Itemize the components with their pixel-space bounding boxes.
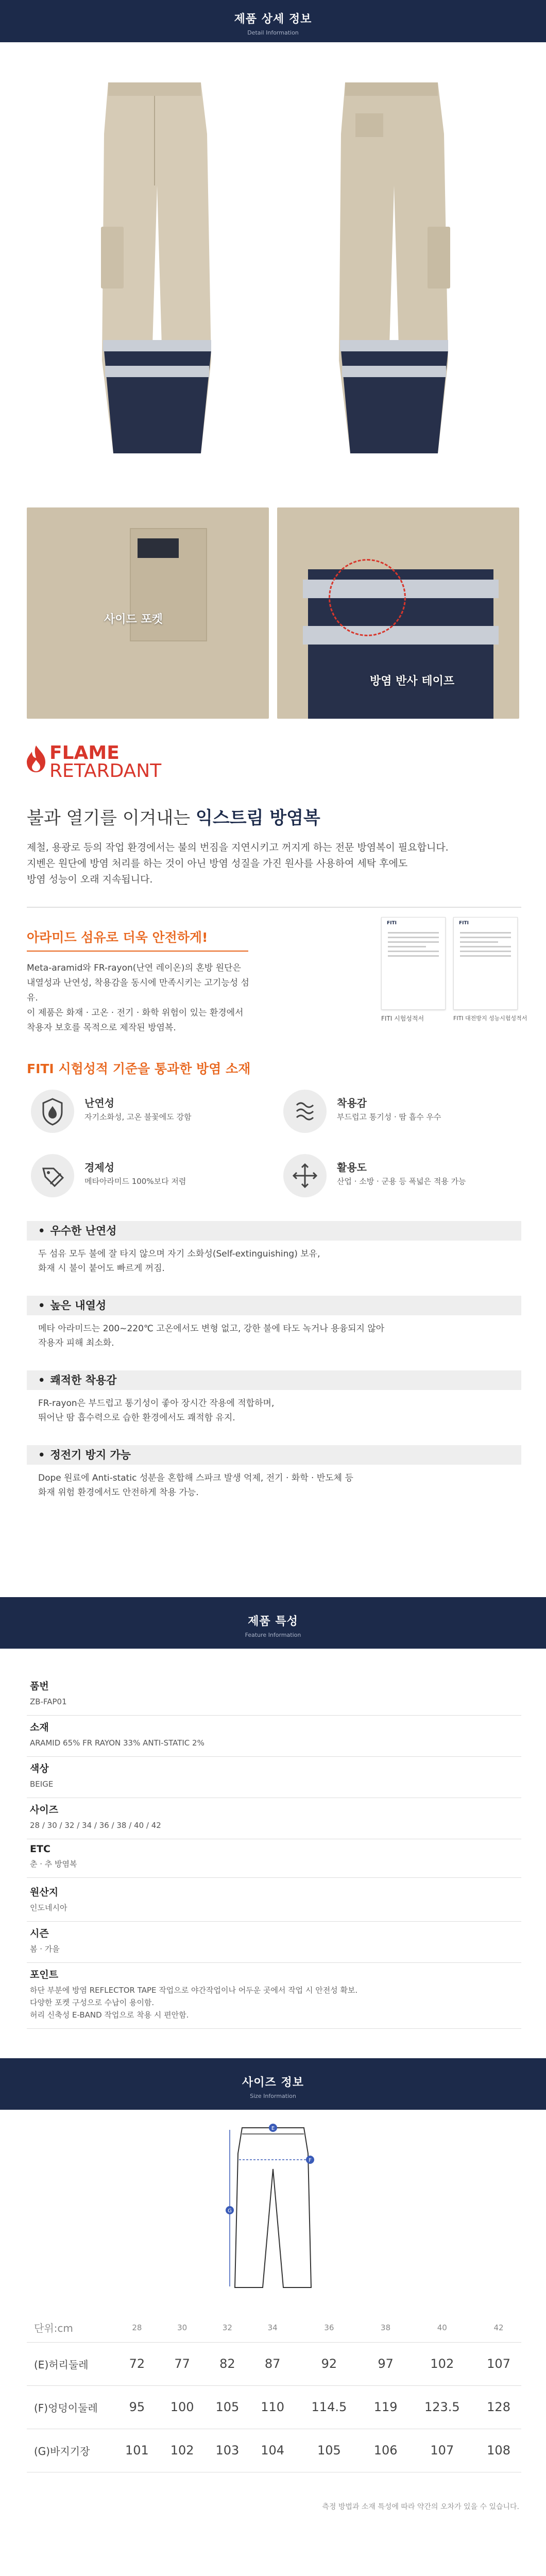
- cert-header: FITI: [459, 921, 469, 926]
- feature-desc: 산업 · 소방 · 군용 등 폭넓은 적용 가능: [337, 1177, 466, 1186]
- bullet-line: FR-rayon은 부드럽고 통기성이 좋아 장시간 작용에 적합하며,: [38, 1398, 275, 1409]
- spec-key: 포인트: [30, 1969, 59, 1980]
- bullet-line: 작용자 피해 최소화.: [38, 1338, 114, 1348]
- spec-value: 춘 · 추 방염복: [30, 1859, 77, 1869]
- size-table: [27, 2313, 521, 2472]
- feature-versatility: [283, 1154, 500, 1200]
- bullet-block: [27, 1221, 521, 1276]
- size-col: 38: [363, 2313, 408, 2342]
- bullet-heading: • 정전기 방지 가능: [27, 1445, 521, 1465]
- feature-desc: 부드럽고 통기성 · 땀 흡수 우수: [337, 1112, 441, 1122]
- intro-line: 제철, 용광로 등의 작업 환경에서는 불의 번짐을 지연시키고 꺼지게 하는 전문 방염복이 필요합니다.: [27, 842, 449, 853]
- bullet-heading: • 쾌적한 착용감: [27, 1370, 521, 1390]
- spec-key: 시즌: [30, 1928, 49, 1939]
- flame-logo-line1: FLAME: [49, 742, 120, 764]
- expand-arrows-icon: [283, 1154, 327, 1197]
- feature-header-band: [0, 1597, 546, 1649]
- row-label: (E)허리둘레: [27, 2342, 114, 2385]
- size-diagram: [201, 2123, 345, 2293]
- aramid-heading: 아라미드 섬유로 더욱 안전하게!: [27, 930, 208, 945]
- cell: 110: [250, 2385, 295, 2429]
- reflective-tape-caption: 방염 반사 테이프: [370, 675, 455, 688]
- airflow-icon: [283, 1090, 327, 1133]
- flame-icon: [25, 744, 47, 773]
- cell: 72: [114, 2342, 160, 2385]
- detail-title: 제품 상세 정보: [234, 13, 312, 26]
- fiti-heading: FITI 시험성적 기준을 통과한 방염 소재: [27, 1061, 251, 1076]
- feature-title: 제품 특성: [248, 1615, 298, 1628]
- cert-caption-1: FITI 시험성적서: [381, 1015, 424, 1022]
- spec-key: 소재: [30, 1722, 49, 1733]
- cell: 82: [205, 2342, 250, 2385]
- spec-key: ETC: [30, 1843, 50, 1855]
- cell: 102: [160, 2429, 205, 2472]
- aramid-line: 착용자 보호를 목적으로 제작된 방염복.: [27, 1023, 176, 1033]
- spec-row: [27, 1793, 521, 1839]
- cell: 123.5: [408, 2385, 476, 2429]
- cell: 97: [363, 2342, 408, 2385]
- cell: 101: [114, 2429, 160, 2472]
- bullet-line: 뛰어난 땀 흡수력으로 습한 환경에서도 쾌적함 유지.: [38, 1413, 235, 1423]
- detail-header-band: [0, 0, 546, 42]
- spec-row: [27, 1752, 521, 1798]
- size-subtitle: Size Information: [250, 2093, 296, 2099]
- feature-name: 활용도: [337, 1161, 367, 1174]
- spec-value: 28 / 30 / 32 / 34 / 36 / 38 / 40 / 42: [30, 1821, 161, 1830]
- fiti-certificate-2: [453, 917, 518, 1010]
- flame-logo-line2: RETARDANT: [49, 760, 162, 782]
- spec-row: [27, 1669, 521, 1716]
- intro-text: [27, 840, 521, 888]
- spec-key: 품번: [30, 1681, 49, 1692]
- diagram-label-f: F: [309, 2158, 312, 2163]
- table-row: [27, 2429, 521, 2472]
- cell: 77: [160, 2342, 205, 2385]
- side-pocket-caption: 사이드 포켓: [104, 613, 163, 626]
- size-col: 28: [114, 2313, 160, 2342]
- bullet-heading: • 높은 내열성: [27, 1296, 521, 1315]
- aramid-line: 내열성과 난연성, 착용감을 동시에 만족시키는 고기능성 섬유.: [27, 978, 249, 1003]
- spec-value-line: 다양한 포켓 구성으로 수납이 용이함.: [30, 1998, 155, 2007]
- aramid-text: [27, 961, 253, 1036]
- bullet-line: 두 섬유 모두 불에 잘 타지 않으며 자기 소화성(Self-extinguishing) 보유,: [38, 1249, 320, 1259]
- size-header-band: [0, 2058, 546, 2110]
- detail-subtitle: Detail Information: [247, 29, 299, 36]
- fire-shield-icon: [31, 1090, 74, 1133]
- cell: 104: [250, 2429, 295, 2472]
- headline: [27, 804, 320, 829]
- diagram-label-g: G: [228, 2208, 232, 2214]
- reflective-tape-photo: [277, 507, 519, 719]
- spec-value: 봄 · 가을: [30, 1944, 60, 1954]
- cell: 100: [160, 2385, 205, 2429]
- spec-key: 색상: [30, 1763, 49, 1774]
- cell: 87: [250, 2342, 295, 2385]
- size-col: 30: [160, 2313, 205, 2342]
- feature-flame: [31, 1090, 247, 1136]
- intro-line: 방염 성능이 오래 지속됩니다.: [27, 874, 153, 885]
- bullet-line: Dope 원료에 Anti-static 성분을 혼합해 스파크 발생 억제, 전기 · 화학 · 반도체 등: [38, 1473, 353, 1483]
- bullet-block: [27, 1370, 521, 1425]
- cell: 107: [408, 2429, 476, 2472]
- bullet-block: [27, 1445, 521, 1500]
- bullet-line: 메타 아라미드는 200~220℃ 고온에서도 변형 없고, 강한 불에 타도 녹거나 용융되지 않아: [38, 1324, 385, 1334]
- cell: 102: [408, 2342, 476, 2385]
- table-row: [27, 2342, 521, 2385]
- size-col: 42: [476, 2313, 521, 2342]
- spec-row: [27, 1917, 521, 1963]
- spec-value-line: 하단 부분에 방염 REFLECTOR TAPE 작업으로 야간작업이나 어두운 곳에서 작업 시 안전성 확보.: [30, 1986, 358, 1995]
- spec-row: [27, 1958, 521, 2029]
- row-label: (G)바지기장: [27, 2429, 114, 2472]
- size-note: 측정 방법과 소재 특성에 따라 약간의 오차가 있을 수 있습니다.: [322, 2503, 519, 2511]
- bullet-block: [27, 1296, 521, 1350]
- size-col: 36: [295, 2313, 363, 2342]
- feature-economy: [31, 1154, 247, 1200]
- cell: 107: [476, 2342, 521, 2385]
- spec-value: 인도네시아: [30, 1903, 67, 1912]
- spec-value: ZB-FAP01: [30, 1697, 67, 1706]
- bullet-line: 화재 위험 환경에서도 안전하게 착용 가능.: [38, 1487, 199, 1498]
- cert-header: FITI: [387, 921, 397, 926]
- row-label: (F)엉덩이둘레: [27, 2385, 114, 2429]
- cell: 92: [295, 2342, 363, 2385]
- feature-name: 착용감: [337, 1097, 367, 1109]
- spec-value: BEIGE: [30, 1780, 54, 1789]
- cell: 95: [114, 2385, 160, 2429]
- price-tag-icon: [31, 1154, 74, 1197]
- size-col: 32: [205, 2313, 250, 2342]
- spec-key: 사이즈: [30, 1804, 59, 1816]
- spec-row: [27, 1710, 521, 1757]
- side-pocket-photo: [27, 507, 269, 719]
- spec-row: [27, 1875, 521, 1922]
- feature-name: 난연성: [84, 1097, 114, 1109]
- table-row: [27, 2385, 521, 2429]
- intro-line: 지벤은 원단에 방염 처리를 하는 것이 아닌 방염 성질을 가진 원사를 사용하여 세탁 후에도: [27, 858, 408, 869]
- feature-comfort: [283, 1090, 500, 1136]
- size-header-row: [27, 2313, 521, 2342]
- cell: 114.5: [295, 2385, 363, 2429]
- spec-value: [27, 1984, 521, 2028]
- aramid-underline: [27, 951, 248, 952]
- spec-value: ARAMID 65% FR RAYON 33% ANTI-STATIC 2%: [30, 1738, 204, 1748]
- headline-prefix: 불과 열기를 이겨내는: [27, 808, 196, 828]
- feature-subtitle: Feature Information: [245, 1632, 301, 1638]
- size-col: 40: [408, 2313, 476, 2342]
- size-title: 사이즈 정보: [242, 2076, 304, 2089]
- aramid-line: 이 제품은 화재 · 고온 · 전기 · 화학 위험이 있는 환경에서: [27, 1008, 244, 1018]
- divider: [27, 907, 521, 908]
- cell: 105: [295, 2429, 363, 2472]
- cell: 119: [363, 2385, 408, 2429]
- cell: 103: [205, 2429, 250, 2472]
- cell: 128: [476, 2385, 521, 2429]
- bullet-heading: • 우수한 난연성: [27, 1221, 521, 1241]
- unit-label: 단위:cm: [27, 2313, 114, 2342]
- diagram-label-e: E: [271, 2126, 275, 2131]
- cert-caption-2: FITI 대전방지 성능시험성적서: [453, 1015, 527, 1022]
- headline-emphasis: 익스트림 방염복: [196, 808, 320, 828]
- bullet-line: 화재 시 불이 붙어도 빠르게 꺼짐.: [38, 1263, 165, 1274]
- aramid-line: Meta-aramid와 FR-rayon(난연 레이온)의 혼방 원단은: [27, 963, 241, 973]
- feature-desc: 메타아라미드 100%보다 저렴: [84, 1177, 186, 1186]
- pants-front-image: [72, 72, 237, 464]
- spec-value-line: 허리 신축성 E-BAND 작업으로 착용 시 편안함.: [30, 2010, 189, 2020]
- feature-name: 경제성: [84, 1161, 114, 1174]
- cell: 105: [205, 2385, 250, 2429]
- fiti-certificate-1: [381, 917, 446, 1010]
- cell: 108: [476, 2429, 521, 2472]
- spec-key: 원산지: [30, 1887, 59, 1898]
- cell: 106: [363, 2429, 408, 2472]
- pants-back-image: [309, 72, 474, 464]
- size-col: 34: [250, 2313, 295, 2342]
- feature-desc: 자기소화성, 고온 불꽃에도 강함: [84, 1112, 192, 1122]
- spec-row: [27, 1834, 521, 1878]
